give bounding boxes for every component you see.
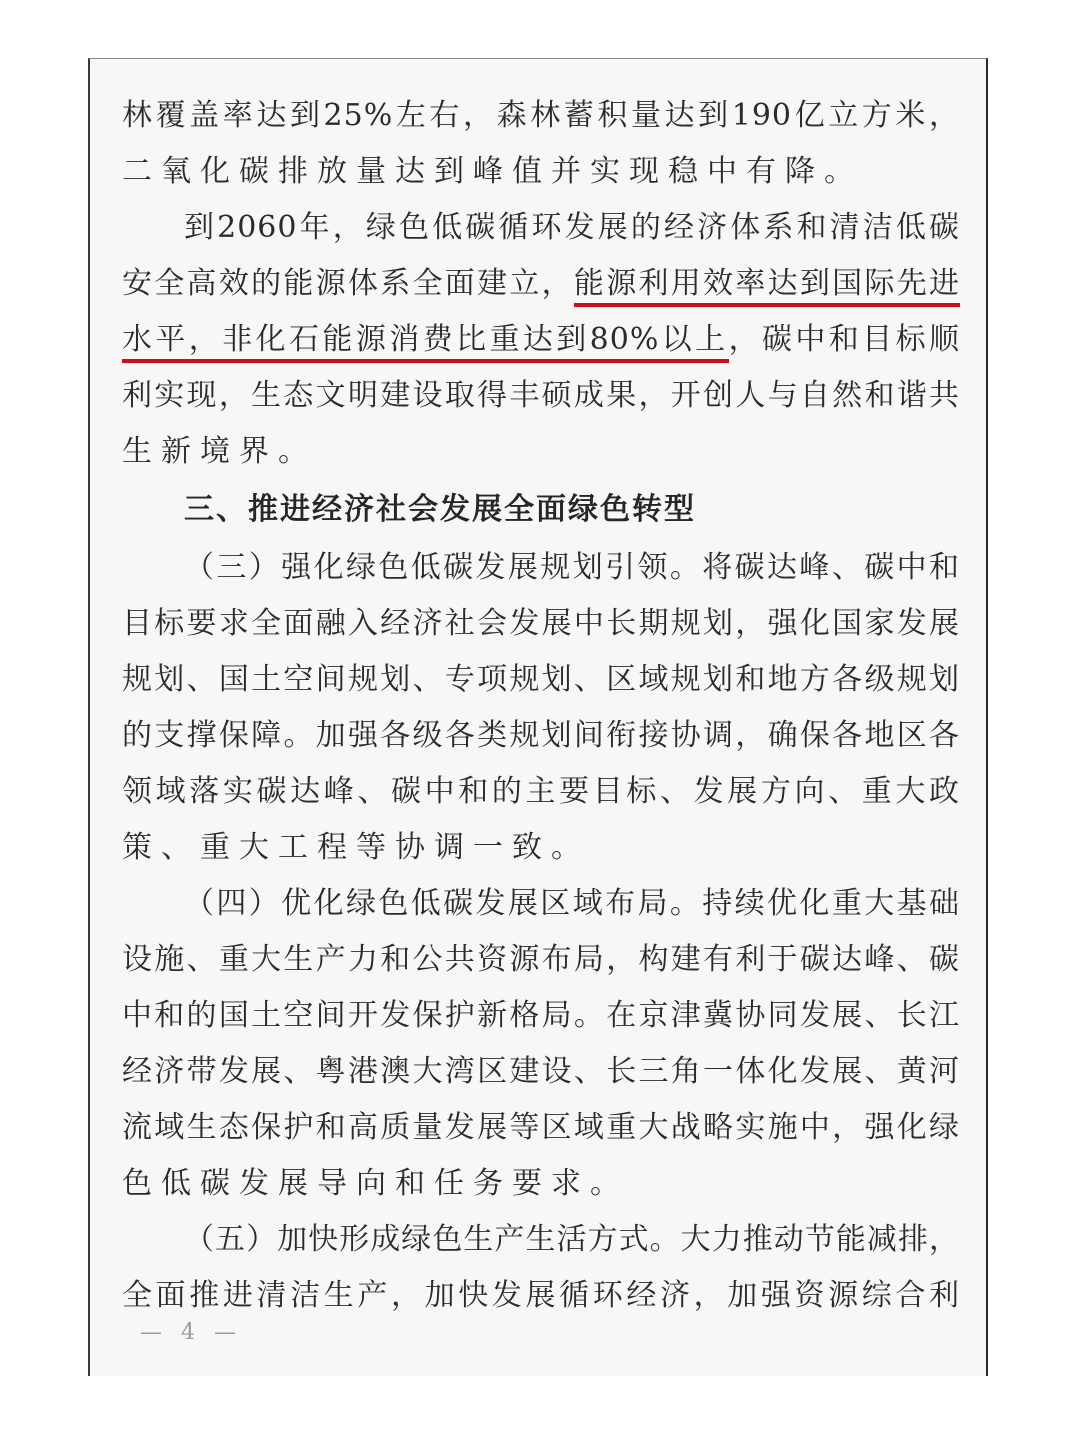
text-line: 全面推进清洁生产，加快发展循环经济，加强资源综合利: [122, 1278, 960, 1313]
text-line: 二氧化碳排放量达到峰值并实现稳中有降。: [122, 154, 863, 189]
text-line-with-highlight: [122, 320, 960, 360]
text-line: （三）强化绿色低碳发展规划引领。将碳达峰、碳中和: [184, 550, 960, 585]
text-line: 策、重大工程等协调一致。: [122, 830, 590, 865]
text-line: （五）加快形成绿色生产生活方式。大力推动节能减排，: [184, 1222, 960, 1257]
text-line: 的支撑保障。加强各级各类规划间衔接协调，确保各地区各: [122, 718, 960, 753]
text-line: （四）优化绿色低碳发展区域布局。持续优化重大基础: [184, 886, 960, 921]
text-line-with-highlight: [122, 264, 960, 304]
section-heading: 三、推进经济社会发展全面绿色转型: [184, 492, 696, 527]
text-line: 目标要求全面融入经济社会发展中长期规划，强化国家发展: [122, 606, 960, 641]
text-line: 规划、国土空间规划、专项规划、区域规划和地方各级规划: [122, 662, 960, 697]
text-line: 利实现，生态文明建设取得丰硕成果，开创人与自然和谐共: [122, 378, 960, 413]
text-line: 林覆盖率达到25%左右，森林蓄积量达到190亿立方米，: [122, 98, 960, 133]
text-segment: 安全高效的能源体系全面建立，: [122, 266, 574, 301]
text-line: 领域落实碳达峰、碳中和的主要目标、发展方向、重大政: [122, 774, 960, 809]
highlighted-text: 能源利用效率达到国际先进: [574, 266, 960, 307]
text-line: 到2060年，绿色低碳循环发展的经济体系和清洁低碳: [184, 210, 960, 245]
text-line: 中和的国土空间开发保护新格局。在京津冀协同发展、长江: [122, 998, 960, 1033]
text-line: 经济带发展、粤港澳大湾区建设、长三角一体化发展、黄河: [122, 1054, 960, 1089]
page-number: — 4 —: [140, 1320, 242, 1345]
highlighted-text: 水平，非化石能源消费比重达到80%以上: [122, 322, 729, 363]
text-line: 流域生态保护和高质量发展等区域重大战略实施中，强化绿: [122, 1110, 960, 1145]
text-line: 色低碳发展导向和任务要求。: [122, 1166, 629, 1201]
text-line: 设施、重大生产力和公共资源布局，构建有利于碳达峰、碳: [122, 942, 960, 977]
text-segment: ，碳中和目标顺: [728, 322, 960, 357]
text-line: 生新境界。: [122, 434, 317, 469]
